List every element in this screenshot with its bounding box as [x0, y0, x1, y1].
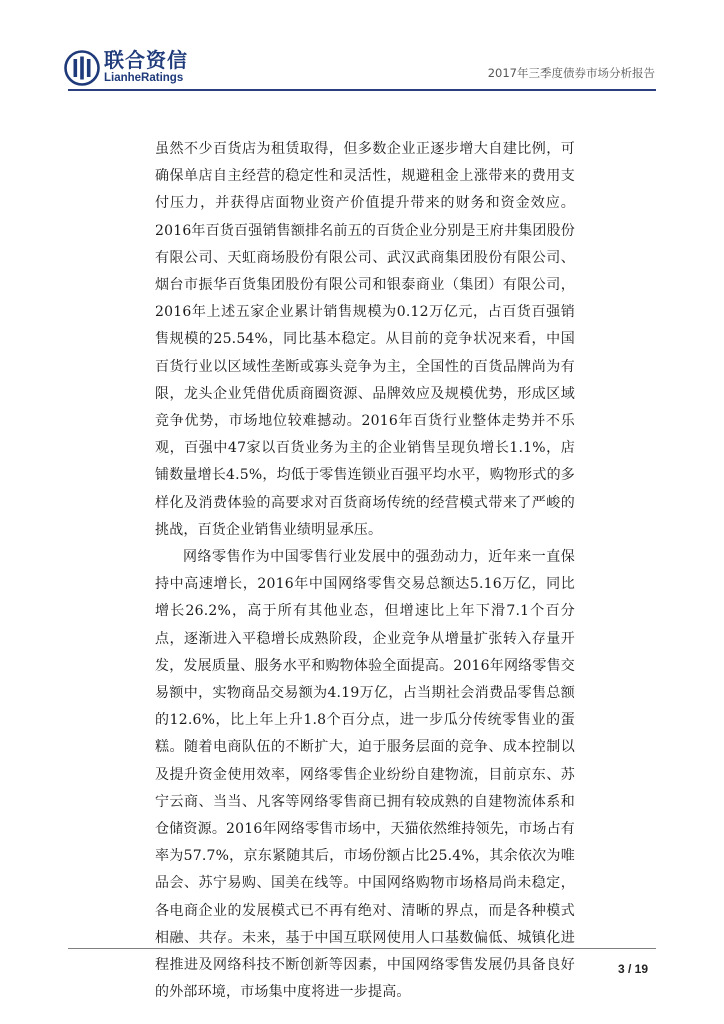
- page-number: 3 / 19: [617, 962, 648, 976]
- paragraph-department-stores: 虽然不少百货店为租赁取得，但多数企业正逐步增大自建比例，可确保单店自主经营的稳定性和灵活性，规避租金上涨带来的费用支付压力，并获得店面物业资产价值提升带来的财务和资金效应。2016年百货百强销售额排名前五的百货企业分别是王府井集团股份有限公司、天虹商场股份有限公司、武汉武商集团股份有限公司、烟台市振华百货集团股份有限公司和银泰商业（集团）有限公司，2016年上述五家企业累计销售规模为0.12万亿元，占百货百强销售规模的25.54%，同比基本稳定。从目前的竞争状况来看，中国百货行业以区域性垄断或寡头竞争为主，全国性的百货品牌尚为有限，龙头企业凭借优质商圈资源、品牌效应及规模优势，形成区域竞争优势，市场地位较难撼动。2016年百货行业整体走势并不乐观，百强中47家以百货业务为主的企业销售呈现负增长1.1%，店铺数量增长4.5%，均低于零售连锁业百强平均水平，购物形式的多样化及消费体验的高要求对百货商场传统的经营模式带来了严峻的挑战，百货企业销售业绩明显承压。: [155, 141, 575, 538]
- footer-divider: [68, 948, 656, 949]
- paragraph-online-retail: 网络零售作为中国零售行业发展中的强劲动力，近年来一直保持中高速增长，2016年中国网络零售交易总额达5.16万亿，同比增长26.2%，高于所有其他业态，但增速比上年下滑7.1个百分点，逐渐进入平稳增长成熟阶段，企业竞争从增量扩张转入存量开发，发展质量、服务水平和购物体验全面提高。2016年网络零售交易额中，实物商品交易额为4.19万亿，占当期社会消费品零售总额的12.6%，比上年上升1.8个百分点，进一步瓜分传统零售业的蛋糕。随着电商队伍的不断扩大，迫于服务层面的竞争、成本控制以及提升资金使用效率，网络零售企业纷纷自建物流，目前京东、苏宁云商、当当、凡客等网络零售商已拥有较成熟的自建物流体系和仓储资源。2016年网络零售市场中，天猫依然维持领先，市场占有率为57.7%，京东紧随其后，市场份额占比25.4%，其余依次为唯品会、苏宁易购、国美在线等。中国网络购物市场格局尚未稳定，各电商企业的发展模式已不再有绝对、清晰的界点，而是各种模式相融、共存。未来，基于中国互联网使用人口基数偏低、城镇化进程推进及网络科技不断创新等因素，中国网络零售发展仍具备良好的外部环境，市场集中度将进一步提高。: [155, 549, 575, 1001]
- logo-chinese-name: 联合资信: [104, 48, 188, 72]
- page-header: [0, 0, 724, 100]
- lianhe-ratings-logo-icon: [64, 50, 100, 86]
- header-divider: [68, 89, 656, 91]
- report-title: 2017年三季度债券市场分析报告: [487, 66, 655, 80]
- body-text: [155, 136, 575, 1007]
- logo-english-name: LianheRatings: [104, 72, 184, 84]
